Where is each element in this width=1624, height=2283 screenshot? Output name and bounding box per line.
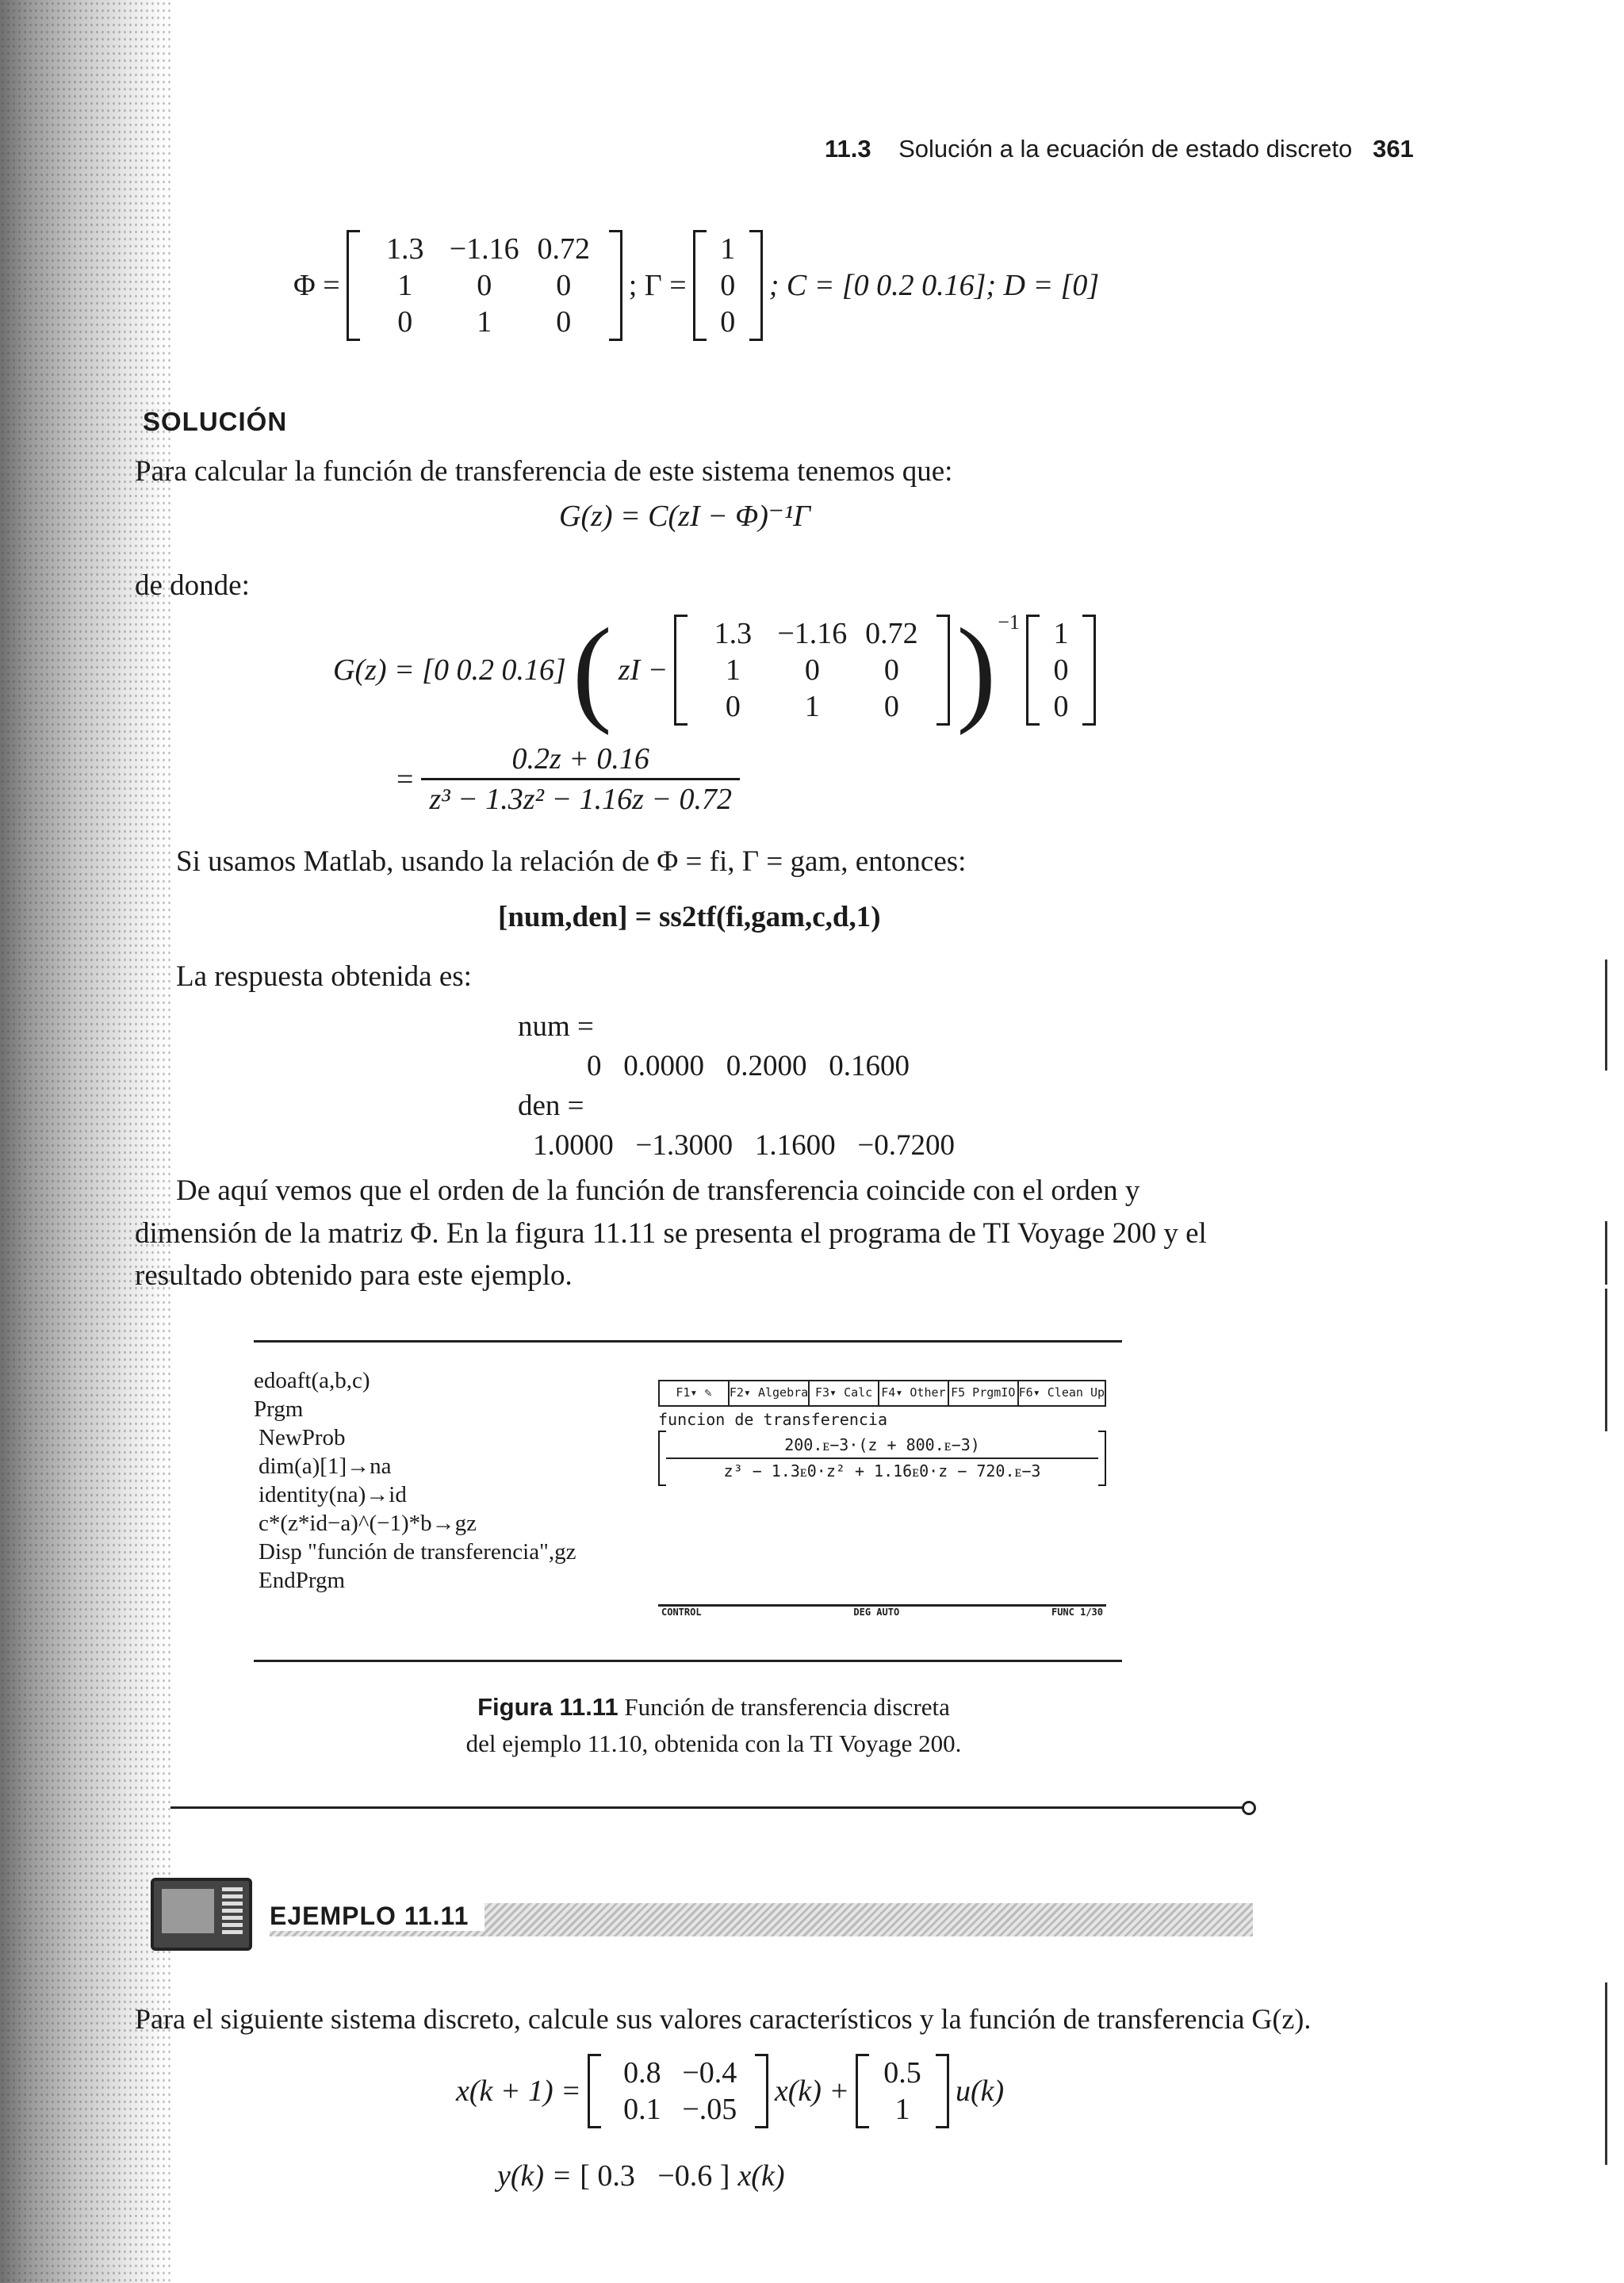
- phi-matrix-2: [674, 615, 950, 726]
- matrix-cell: 0: [556, 305, 572, 339]
- calculator-denominator: z³ − 1.3ᴇ0·z² + 1.16ᴇ0·z − 720.ᴇ−3: [723, 1461, 1041, 1481]
- matrix-cell: 0: [804, 653, 820, 687]
- scan-noise: [0, 0, 170, 2283]
- status-item: FUNC 1/30: [1051, 1607, 1103, 1618]
- status-item: DEG AUTO: [853, 1607, 900, 1618]
- calculator-tab: F5 PrgmIO: [949, 1381, 1019, 1405]
- matrix-cell: −.05: [682, 2093, 737, 2126]
- gamma-matrix-2: [1026, 615, 1096, 726]
- state-matrices-equation: [293, 230, 1099, 341]
- c-d-vectors: ; C = [0 0.2 0.16]; D = [0]: [768, 269, 1100, 302]
- matrix-cell: 0: [720, 269, 736, 302]
- matrix-cell: 0: [883, 653, 899, 687]
- matrix-cell: 0.1: [623, 2093, 661, 2126]
- calculator-title: funcion de transferencia: [658, 1410, 887, 1429]
- program-line: c*(z*id−a)^(−1)*b→gz: [259, 1511, 477, 1536]
- matrix-cell: 0.8: [623, 2056, 661, 2090]
- example-text: Para el siguiente sistema discreto, calcule sus valores característicos y la función de transferencia G(z).: [135, 2003, 1312, 2035]
- gamma-label: ; Γ =: [628, 269, 687, 302]
- program-line: Prgm: [254, 1396, 304, 1422]
- state-equation: [456, 2054, 1004, 2128]
- caption-label: Figura 11.11: [477, 1693, 619, 1721]
- calculator-tab: F2▾ Algebra: [730, 1381, 810, 1405]
- de-donde-text: de donde:: [135, 569, 250, 602]
- state-input: u(k): [956, 2074, 1005, 2108]
- matrix-cell: 1: [477, 305, 492, 339]
- expanded-transfer-function: [333, 604, 1096, 736]
- num-values: 0 0.0000 0.2000 0.1600: [587, 1050, 910, 1082]
- matrix-cell: 0.5: [883, 2056, 921, 2090]
- matrix-cell: −1.16: [449, 232, 519, 266]
- matrix-cell: 1.3: [385, 232, 424, 266]
- phi-matrix: [347, 230, 622, 341]
- section-divider: [170, 1806, 1245, 1809]
- program-line: dim(a)[1]→na: [259, 1454, 392, 1479]
- matlab-intro: Si usamos Matlab, usando la relación de Φ = fi, Γ = gam, entonces:: [176, 845, 967, 878]
- state-lhs: x(k + 1) =: [456, 2074, 581, 2108]
- caption-text: Función de transferencia discreta: [624, 1693, 950, 1721]
- program-line: EndPrgm: [259, 1568, 346, 1593]
- calculator-icon: [151, 1878, 252, 1951]
- example-label: EJEMPLO 11.11: [262, 1902, 485, 1931]
- caption-line2: del ejemplo 11.10, obtenida con la TI Voyage 200.: [465, 1729, 962, 1757]
- numerator: 0.2z + 0.16: [511, 742, 649, 776]
- program-line: NewProb: [259, 1425, 346, 1450]
- matrix-cell: 0: [397, 305, 413, 339]
- conclusion-paragraph: De aquí vemos que el orden de la función de transferencia coincide con el orden y dimensión de la matriz Φ. En la figura 11.11 se presenta el programa de TI Voyage 200 y el resultado obtenido para este ejemplo.: [135, 1174, 1207, 1293]
- close-paren: ): [956, 604, 997, 736]
- program-listing: [254, 1366, 576, 1595]
- output-equation: [497, 2159, 784, 2193]
- matrix-cell: 0: [1053, 653, 1069, 687]
- page-number: 361: [1373, 135, 1414, 163]
- transfer-function-formula: G(z) = C(zI − Φ)⁻¹Γ: [559, 500, 810, 533]
- matrix-cell: 1: [720, 232, 736, 266]
- respuesta-text: La respuesta obtenida es:: [176, 960, 472, 993]
- status-item: CONTROL: [661, 1607, 702, 1618]
- matrix-cell: 1: [397, 269, 413, 302]
- matrix-cell: 0: [477, 269, 492, 302]
- matrix-cell: 0.72: [865, 617, 918, 650]
- matrix-cell: 0.72: [537, 232, 590, 266]
- calculator-tab: F4▾ Other: [879, 1381, 949, 1405]
- den-values: 1.0000 −1.3000 1.1600 −0.7200: [533, 1129, 955, 1162]
- matrix-c: [ 0.3 −0.6 ]: [580, 2159, 730, 2193]
- matrix-cell: 1.3: [714, 617, 753, 650]
- phi-label: Φ =: [293, 269, 340, 302]
- output-lhs: y(k) =: [497, 2159, 573, 2193]
- matrix-cell: 1: [1053, 617, 1069, 650]
- running-head: [825, 135, 1414, 163]
- den-label: den =: [518, 1090, 584, 1122]
- divider-end-dot: [1242, 1801, 1256, 1815]
- gamma-matrix: [693, 230, 763, 341]
- output-state: x(k): [737, 2159, 785, 2193]
- open-paren: (: [572, 604, 612, 736]
- section-number: 11.3: [825, 135, 871, 163]
- matrix-cell: 1: [894, 2093, 910, 2126]
- matrix-cell: 0: [1053, 690, 1069, 723]
- state-mid: x(k) +: [774, 2074, 850, 2108]
- calculator-tab: F6▾ Clean Up: [1018, 1385, 1105, 1400]
- num-label: num =: [518, 1010, 594, 1043]
- matrix-cell: 1: [804, 690, 820, 723]
- matrix-cell: −0.4: [682, 2056, 737, 2090]
- margin-line: [1605, 1982, 1607, 2165]
- matrix-cell: 0: [883, 690, 899, 723]
- zi-minus: zI −: [618, 653, 668, 687]
- program-line: identity(na)→id: [259, 1482, 407, 1507]
- matrix-cell: 0: [556, 269, 572, 302]
- matrix-cell: 0: [725, 690, 741, 723]
- margin-line: [1605, 1289, 1607, 1431]
- margin-line: [1605, 960, 1607, 1071]
- calculator-numerator: 200.ᴇ−3·(z + 800.ᴇ−3): [784, 1435, 980, 1454]
- fraction-bar: [421, 778, 740, 780]
- matrix-b: [856, 2054, 949, 2128]
- calculator-result: [658, 1431, 1106, 1486]
- margin-line: [1605, 1221, 1607, 1285]
- section-title: Solución a la ecuación de estado discreto: [898, 135, 1353, 163]
- program-line: edoaft(a,b,c): [254, 1368, 370, 1393]
- figure-caption: [333, 1689, 1094, 1762]
- matrix-a: [588, 2054, 768, 2128]
- matrix-cell: 0: [720, 305, 736, 339]
- calculator-status-bar: [658, 1604, 1106, 1618]
- calculator-tab: F1▾ ✎: [660, 1381, 730, 1405]
- solution-intro: Para calcular la función de transferencia de este sistema tenemos que:: [135, 455, 953, 488]
- calculator-toolbar: [658, 1380, 1106, 1407]
- matrix-cell: −1.16: [777, 617, 848, 650]
- program-line: Disp "función de transferencia",gz: [259, 1539, 576, 1565]
- denominator: z³ − 1.3z² − 1.16z − 0.72: [429, 783, 733, 816]
- calculator-tab: F3▾ Calc: [810, 1381, 879, 1405]
- transfer-function-result: = 0.2z + 0.16 z³ − 1.3z² − 1.16z − 0.72: [396, 741, 740, 817]
- g-left: G(z) = [0 0.2 0.16]: [333, 653, 566, 687]
- inverse-exponent: −1: [998, 611, 1020, 634]
- matlab-command: [num,den] = ss2tf(fi,gam,c,d,1): [498, 901, 881, 933]
- matrix-cell: 1: [725, 653, 741, 687]
- calculator-screen: [658, 1380, 1106, 1618]
- solution-heading: SOLUCIÓN: [143, 407, 288, 436]
